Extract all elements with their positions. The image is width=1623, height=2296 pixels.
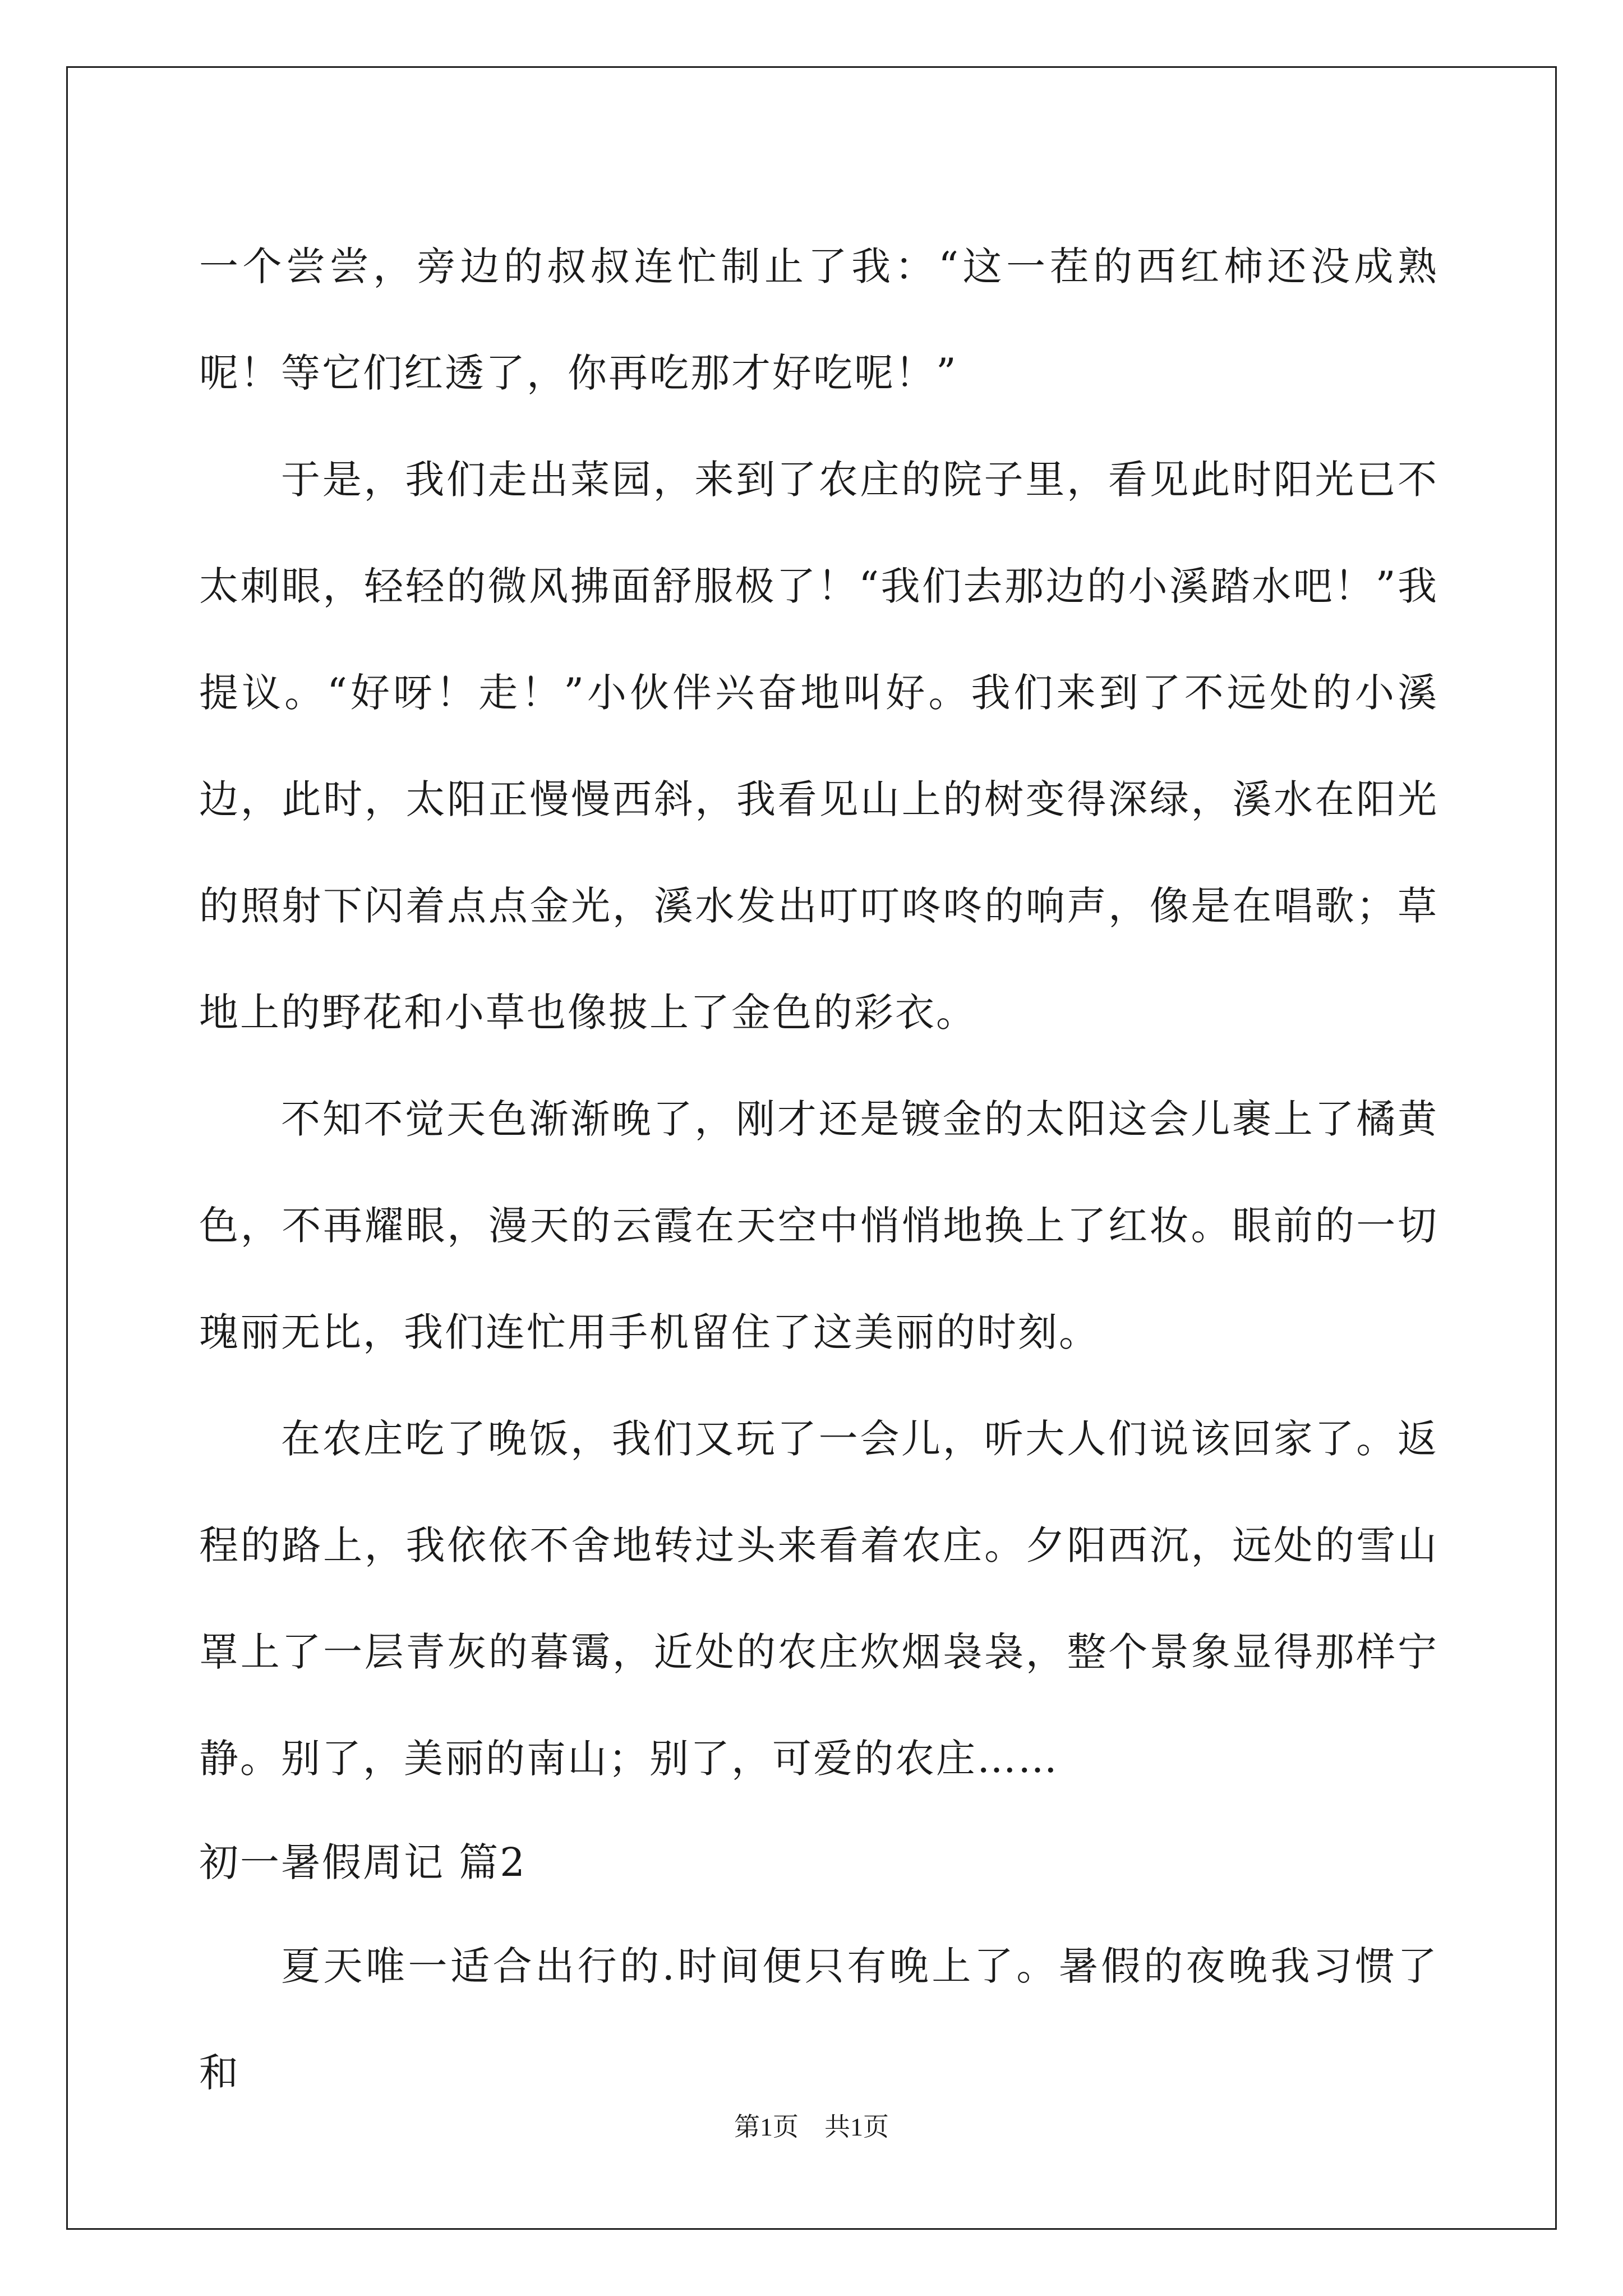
paragraph-3: 不知不觉天色渐渐晚了，刚才还是镀金的太阳这会儿裹上了橘黄色，不再耀眼，漫天的云霞在天空中悄悄地换上了红妆。眼前的一切瑰丽无比，我们连忙用手机留住了这美丽的时刻。 <box>199 1096 1438 1355</box>
document-body <box>199 213 1438 2126</box>
paragraph-4: 在农庄吃了晚饭，我们又玩了一会儿，听大人们说该回家了。返程的路上，我依依不舍地转过头来看着农庄。夕阳西沉，远处的雪山罩上了一层青灰的暮霭，近处的农庄炊烟袅袅，整个景象显得那样宁静。别了，美丽的南山；别了，可爱的农庄…… <box>199 1416 1438 1782</box>
paragraph-5: 夏天唯一适合出行的.时间便只有晚上了。暑假的夜晚我习惯了和 <box>199 1943 1438 2096</box>
section-heading: 初一暑假周记 篇2 <box>199 1839 527 1885</box>
page-footer: 第1页 共1页 <box>734 2113 889 2141</box>
paragraph-2: 于是，我们走出菜园，来到了农庄的院子里，看见此时阳光已不太刺眼，轻轻的微风拂面舒服极了！“我们去那边的小溪踏水吧！”我提议。“好呀！走！”小伙伴兴奋地叫好。我们来到了不远处的小溪边，此时，太阳正慢慢西斜，我看见山上的树变得深绿，溪水在阳光的照射下闪着点点金光，溪水发出叮叮咚咚的响声，像是在唱歌；草地上的野花和小草也像披上了金色的彩衣。 <box>199 457 1438 1036</box>
paragraph-1: 一个尝尝，旁边的叔叔连忙制止了我：“这一茬的西红柿还没成熟呢！等它们红透了，你再吃那才好吃呢！” <box>199 243 1438 396</box>
